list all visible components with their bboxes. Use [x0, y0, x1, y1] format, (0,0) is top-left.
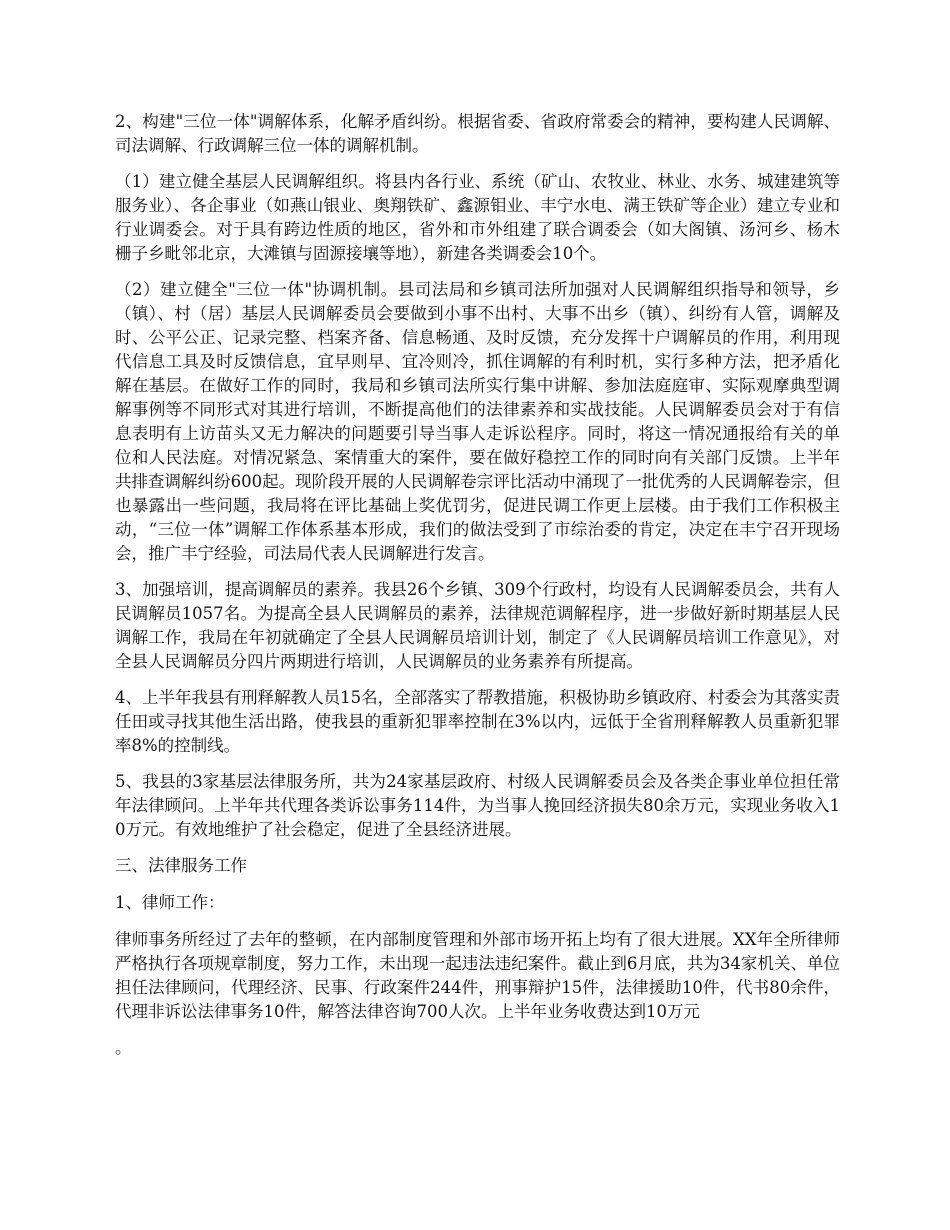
subheading-lawyer-work: 1、律师工作： — [115, 893, 225, 912]
paragraph-coordination-mechanism: （2）建立健全"三位一体"协调机制。县司法局和乡镇司法所加强对人民调解组织指导和领导，乡（镇）、村（居）基层人民调解委员会要做到小事不出村、大事不出乡（镇）、纠纷有人管，调解及时、公平公正、记录完整、档案齐备、信息畅通、及时反馈，充分发挥十户调解员的作用，利用现代信息工具及时反馈信息，宜早则早、宜冷则冷，抓住调解的有利时机，实行多种方法，把矛盾化解在基层。在做好工作的同时，我局和乡镇司法所实行集中讲解、参加法庭庭审、实际观摩典型调解事例等不同形式对其进行培训，不断提高他们的法律素养和实战技能。人民调解委员会对于有信息表明有上访苗头又无力解决的问题要引导当事人走诉讼程序。同时，将这一情况通报给有关的单位和人民法庭。对情况紧急、案情重大的案件，要在做好稳控工作的同时向有关部门反馈。上半年共排查调解纠纷600起。现阶段开展的人民调解卷宗评比活动中涌现了一批优秀的人民调解卷宗，但也暴露出一些问题，我局将在评比基础上奖优罚劣，促进民调工作更上层楼。由于我们工作积极主动，“三位一体”调解工作体系基本形成，我们的做法受到了市综治委的肯定，决定在丰宁召开现场会，推广丰宁经验，司法局代表人民调解进行发言。 — [115, 280, 840, 563]
trailing-period: 。 — [115, 1038, 132, 1057]
paragraph-law-firm: 律师事务所经过了去年的整顿，在内部制度管理和外部市场开拓上均有了很大进展。XX年全所律师严格执行各项规章制度，努力工作，未出现一起违法违纪案件。截止到6月底，共为34家机关、单位担任法律顾问，代理经济、民事、行政案件244件，刑事辩护15件，法律援助10件，代书80余件，代理非诉讼法律事务10件，解答法律咨询700人次。上半年业务收费达到10万元 — [115, 930, 840, 1021]
document-body — [115, 110, 840, 1072]
paragraph-legal-service-offices: 5、我县的3家基层法律服务所，共为24家基层政府、村级人民调解委员会及各类企事业单位担任常年法律顾问。上半年共代理各类诉讼事务114件，为当事人挽回经济损失80余万元，实现业务收入10万元。有效地维护了社会稳定，促进了全县经济进展。 — [115, 772, 840, 839]
paragraph-mediation-system: 2、构建"三位一体"调解体系，化解矛盾纠纷。根据省委、省政府常委会的精神，要构建人民调解、司法调解、行政调解三位一体的调解机制。 — [115, 112, 840, 155]
section-heading-legal-services: 三、法律服务工作 — [115, 856, 247, 875]
paragraph-mediator-training: 3、加强培训，提高调解员的素养。我县26个乡镇、309个行政村，均设有人民调解委员会，共有人民调解员1057名。为提高全县人民调解员的素养，法律规范调解程序，进一步做好新时期基层人民调解工作，我局在年初就确定了全县人民调解员培训计划，制定了《人民调解员培训工作意见》，对全县人民调解员分四片两期进行培训，人民调解员的业务素养有所提高。 — [115, 580, 840, 671]
paragraph-grassroots-organizations: （1）建立健全基层人民调解组织。将县内各行业、系统（矿山、农牧业、林业、水务、城建建筑等服务业）、各企事业（如燕山银业、奥翔铁矿、鑫源钼业、丰宁水电、满王铁矿等企业）建立专业和行业调委会。对于具有跨边性质的地区，省外和市外组建了联合调委会（如大阁镇、汤河乡、杨木栅子乡毗邻北京，大滩镇与固源接壤等地），新建各类调委会10个。 — [115, 172, 840, 263]
paragraph-released-persons: 4、上半年我县有刑释解教人员15名，全部落实了帮教措施，积极协助乡镇政府、村委会为其落实责任田或寻找其他生活出路，使我县的重新犯罪率控制在3%以内，远低于全省刑释解教人员重新犯罪率8%的控制线。 — [115, 688, 840, 755]
